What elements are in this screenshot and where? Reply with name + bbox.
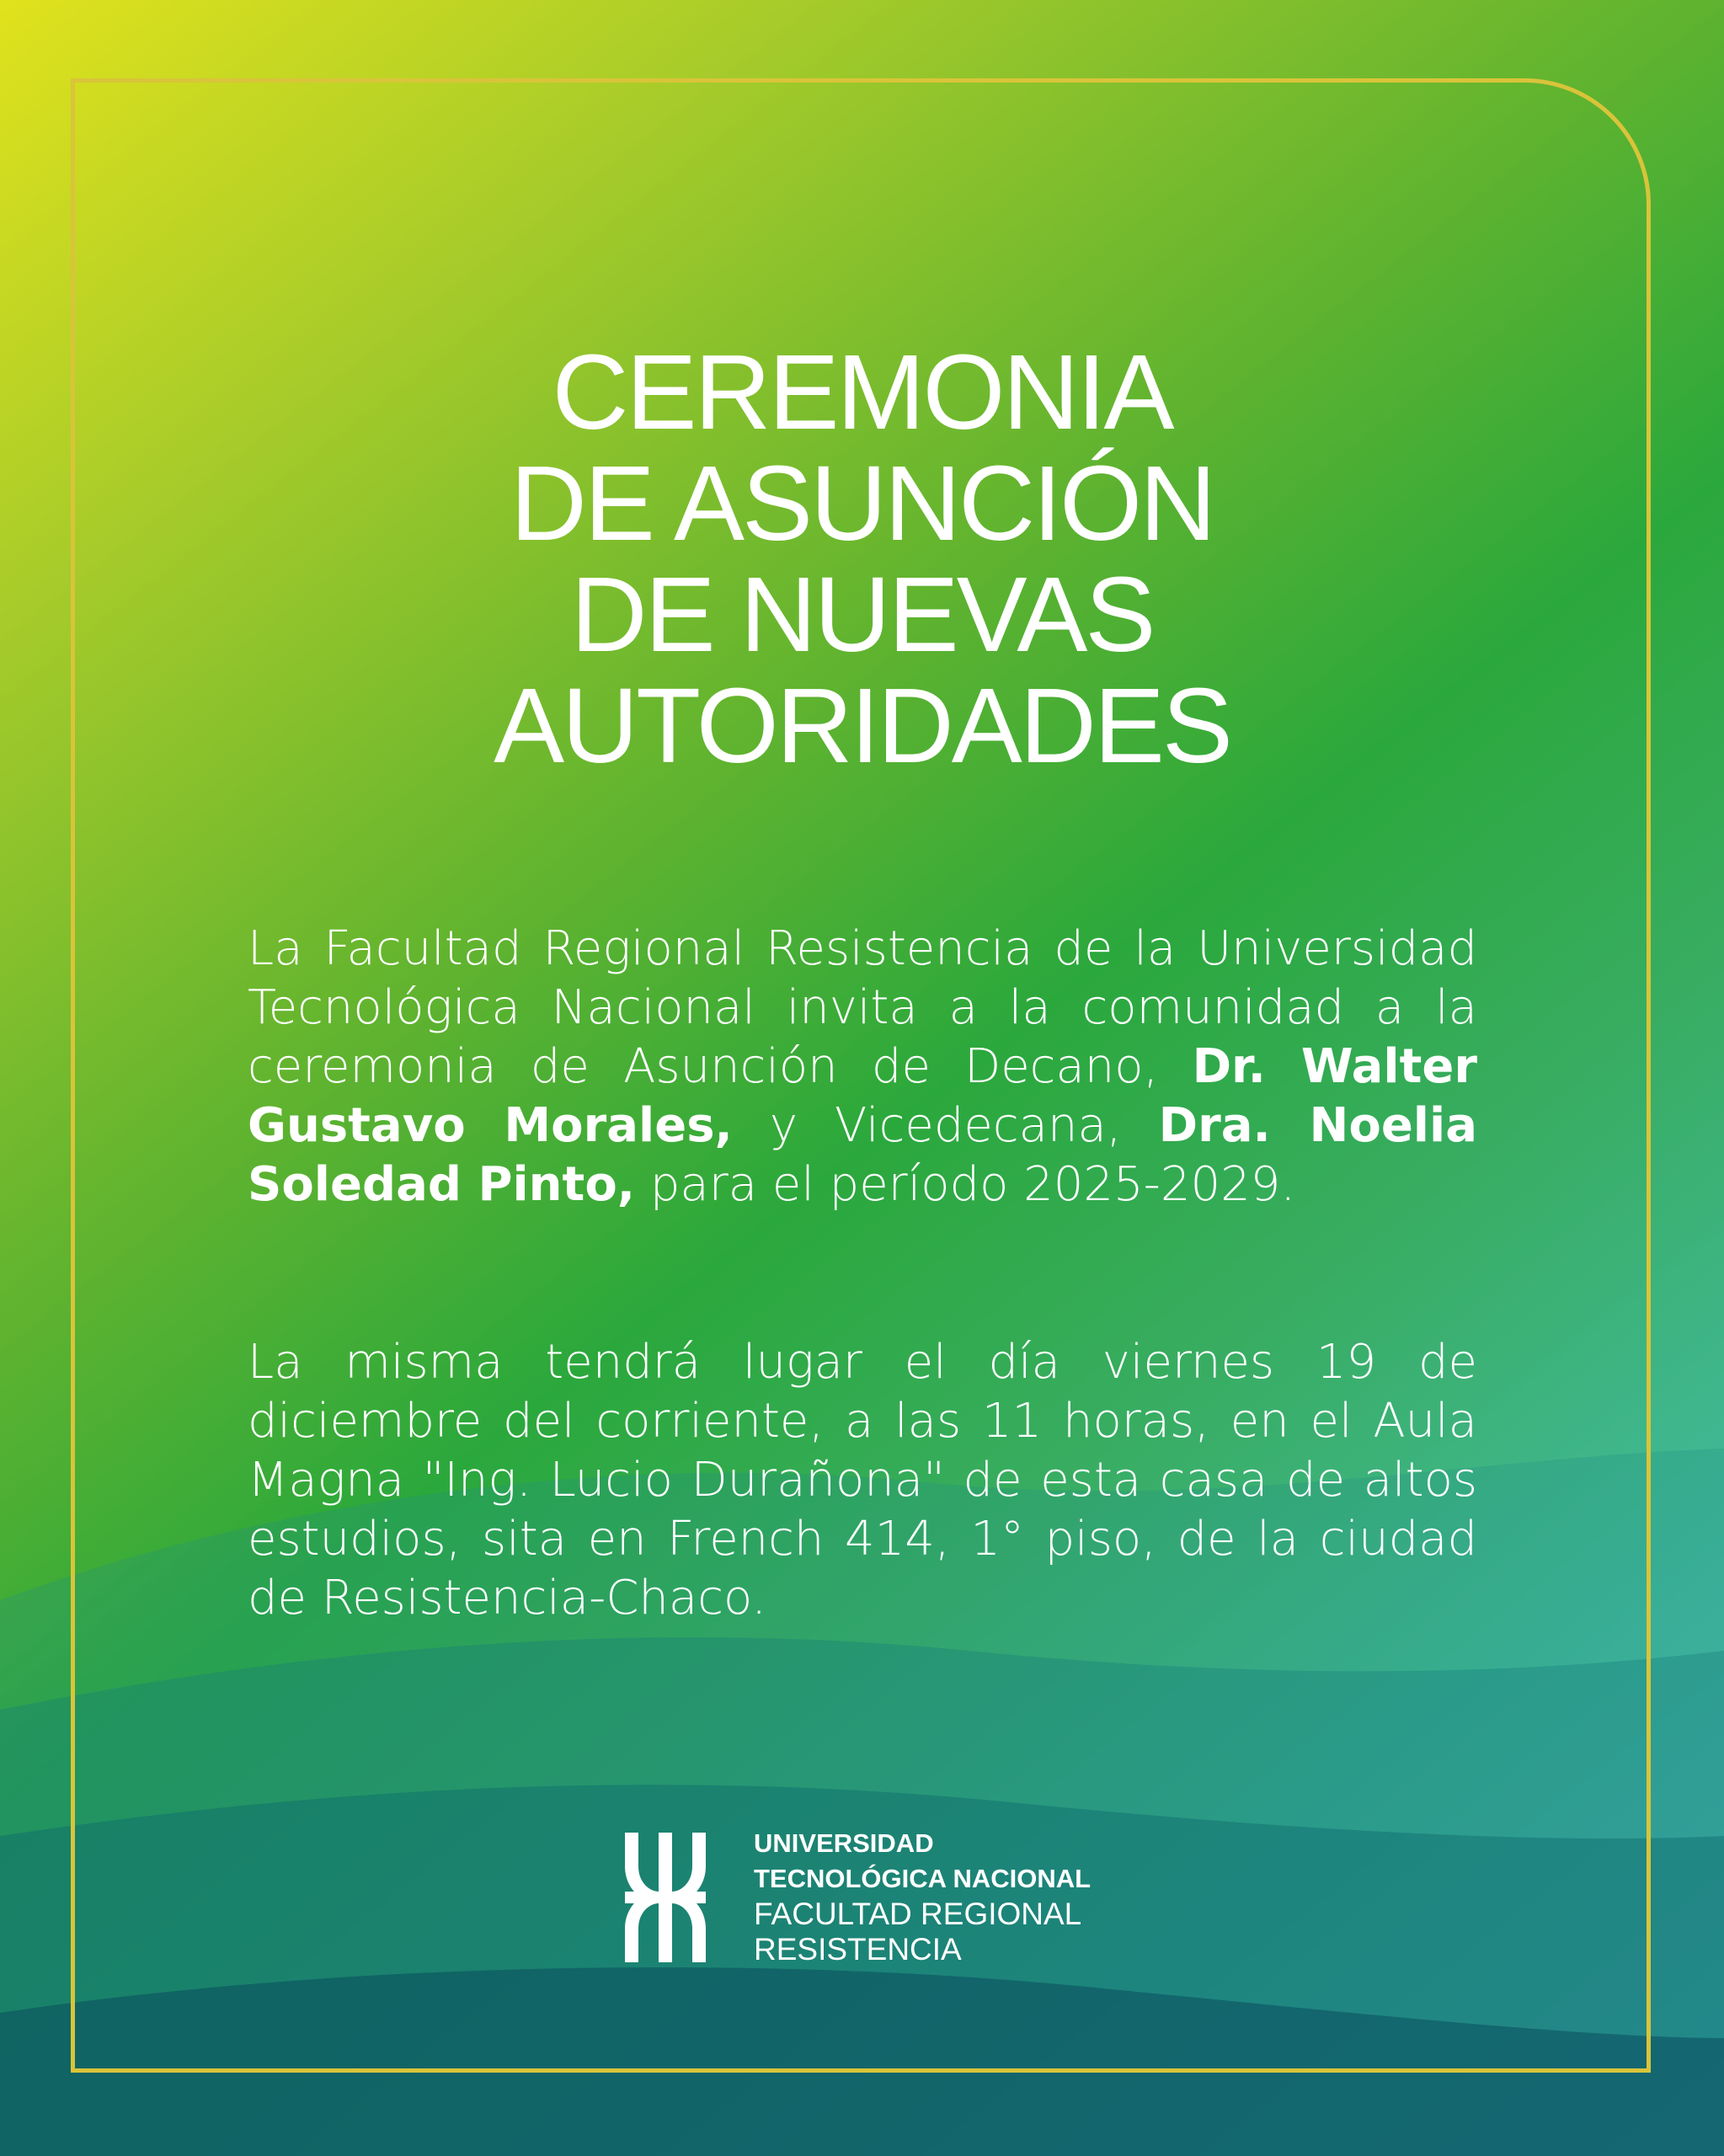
title-line-4: AUTORIDADES [494,666,1230,785]
title-line-3: DE NUEVAS [570,555,1154,674]
invitation-text-c: para el período 2025-2029. [635,1157,1296,1212]
institution-name [754,1826,1091,1967]
page-title [0,333,1724,785]
title-line-2: DE ASUNCIÓN [510,444,1214,563]
vicedean-name: Dra. Noelia Soledad Pinto, [248,1098,1477,1212]
title-line-1: CEREMONIA [552,333,1172,451]
invitation-text-a: La Facultad Regional Resistencia de la Universidad Tecnológica Nacional invita a la comunidad a la ceremonia de Asunción de Decano, [248,921,1477,1094]
logo-line-3: FACULTAD REGIONAL [754,1897,1082,1931]
invitation-text-b: y Vicedecana, [732,1098,1159,1153]
utn-logo-icon [625,1833,706,1962]
logo-line-4: RESISTENCIA [754,1932,962,1967]
dean-name: Dr. Walter Gustavo Morales, [248,1039,1477,1153]
invitation-paragraph [248,920,1477,1214]
logo-line-2: TECNOLÓGICA NACIONAL [754,1864,1092,1893]
logo-line-1: UNIVERSIDAD [754,1828,934,1858]
event-details-paragraph: La misma tendrá lugar el día viernes 19 de diciembre del corriente, a las 11 horas, en el Aula Magna "Ing. Lucio Durañona" de esta casa de altos estudios, sita en French 414, 1° piso, de la ciudad de Resistencia-Chaco. [248,1335,1477,1625]
